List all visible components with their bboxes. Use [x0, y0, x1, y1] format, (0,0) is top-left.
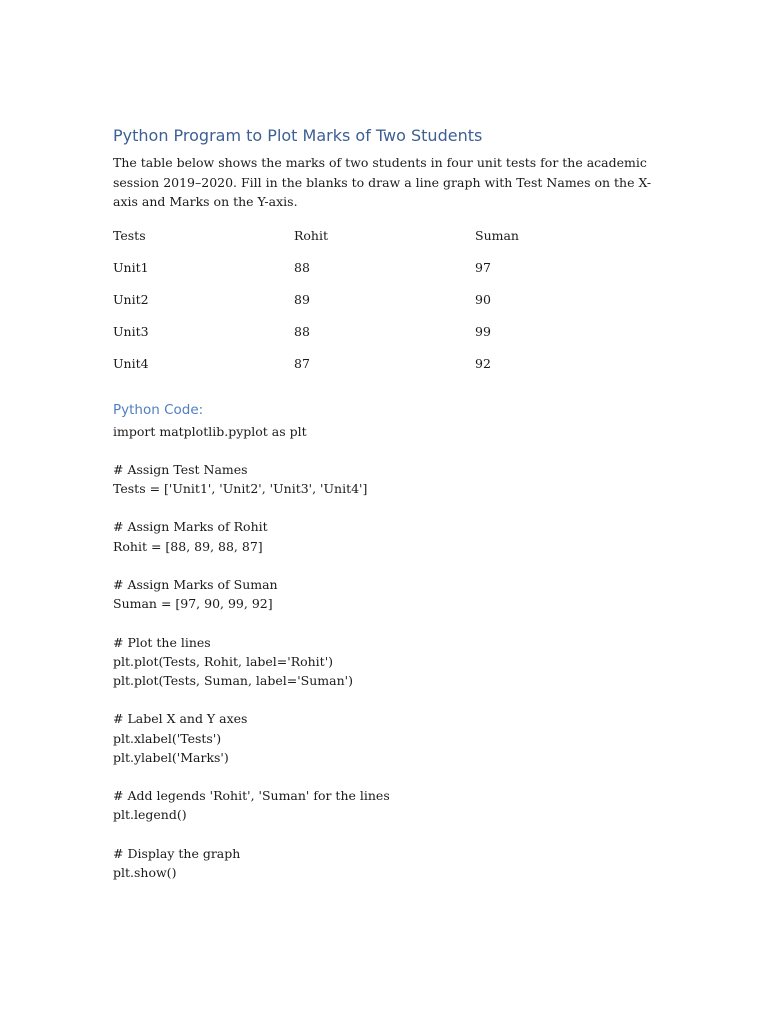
code-line: Suman = [97, 90, 99, 92] [113, 596, 273, 612]
code-line: Tests = ['Unit1', 'Unit2', 'Unit3', 'Unit4'] [113, 481, 368, 497]
header-rohit: Rohit [294, 228, 329, 243]
code-line: # Assign Marks of Suman [113, 577, 278, 593]
code-line: # Add legends 'Rohit', 'Suman' for the lines [113, 788, 390, 804]
table-cell: Unit1 [113, 260, 149, 275]
code-line: plt.plot(Tests, Rohit, label='Rohit') [113, 653, 334, 669]
table-cell: 90 [475, 292, 491, 307]
code-line: # Assign Test Names [113, 461, 248, 477]
marks-table [113, 220, 658, 380]
document-title: Python Program to Plot Marks of Two Students [113, 126, 483, 145]
code-line: plt.legend() [113, 807, 187, 823]
code-line: plt.show() [113, 865, 177, 881]
code-line [113, 690, 658, 709]
table-cell: 87 [294, 356, 310, 371]
table-cell: 89 [294, 292, 310, 307]
table-row [113, 252, 658, 284]
code-line [113, 441, 658, 460]
header-tests: Tests [113, 228, 146, 243]
table-cell: 99 [475, 324, 491, 339]
table-cell: Unit4 [113, 356, 149, 371]
table-cell: 88 [294, 324, 310, 339]
table-header-row [113, 220, 658, 252]
code-line: # Display the graph [113, 845, 241, 861]
code-line [113, 613, 658, 632]
table-cell: 97 [475, 260, 491, 275]
code-line: # Assign Marks of Rohit [113, 519, 268, 535]
intro-paragraph: The table below shows the marks of two students in four unit tests for the academic session 2019–2020. Fill in the blanks to draw a line graph with Test Names on the X-axis and Marks on the Y-axis. [113, 155, 652, 209]
code-line [113, 498, 658, 517]
code-line: plt.plot(Tests, Suman, label='Suman') [113, 673, 353, 689]
code-line: import matplotlib.pyplot as plt [113, 423, 307, 439]
code-line [113, 825, 658, 844]
code-line: plt.ylabel('Marks') [113, 749, 229, 765]
table-cell: Unit3 [113, 324, 149, 339]
table-row [113, 348, 658, 380]
code-line: plt.xlabel('Tests') [113, 730, 222, 746]
code-heading: Python Code: [113, 401, 204, 418]
header-suman: Suman [475, 228, 519, 243]
code-line [113, 556, 658, 575]
document-page [113, 125, 658, 882]
code-line: Rohit = [88, 89, 88, 87] [113, 538, 263, 554]
table-cell: Unit2 [113, 292, 149, 307]
code-line: # Label X and Y axes [113, 711, 248, 727]
code-line [113, 767, 658, 786]
code-line: # Plot the lines [113, 634, 211, 650]
table-row [113, 316, 658, 348]
table-cell: 88 [294, 260, 310, 275]
table-row [113, 284, 658, 316]
code-block [113, 422, 658, 883]
table-cell: 92 [475, 356, 491, 371]
